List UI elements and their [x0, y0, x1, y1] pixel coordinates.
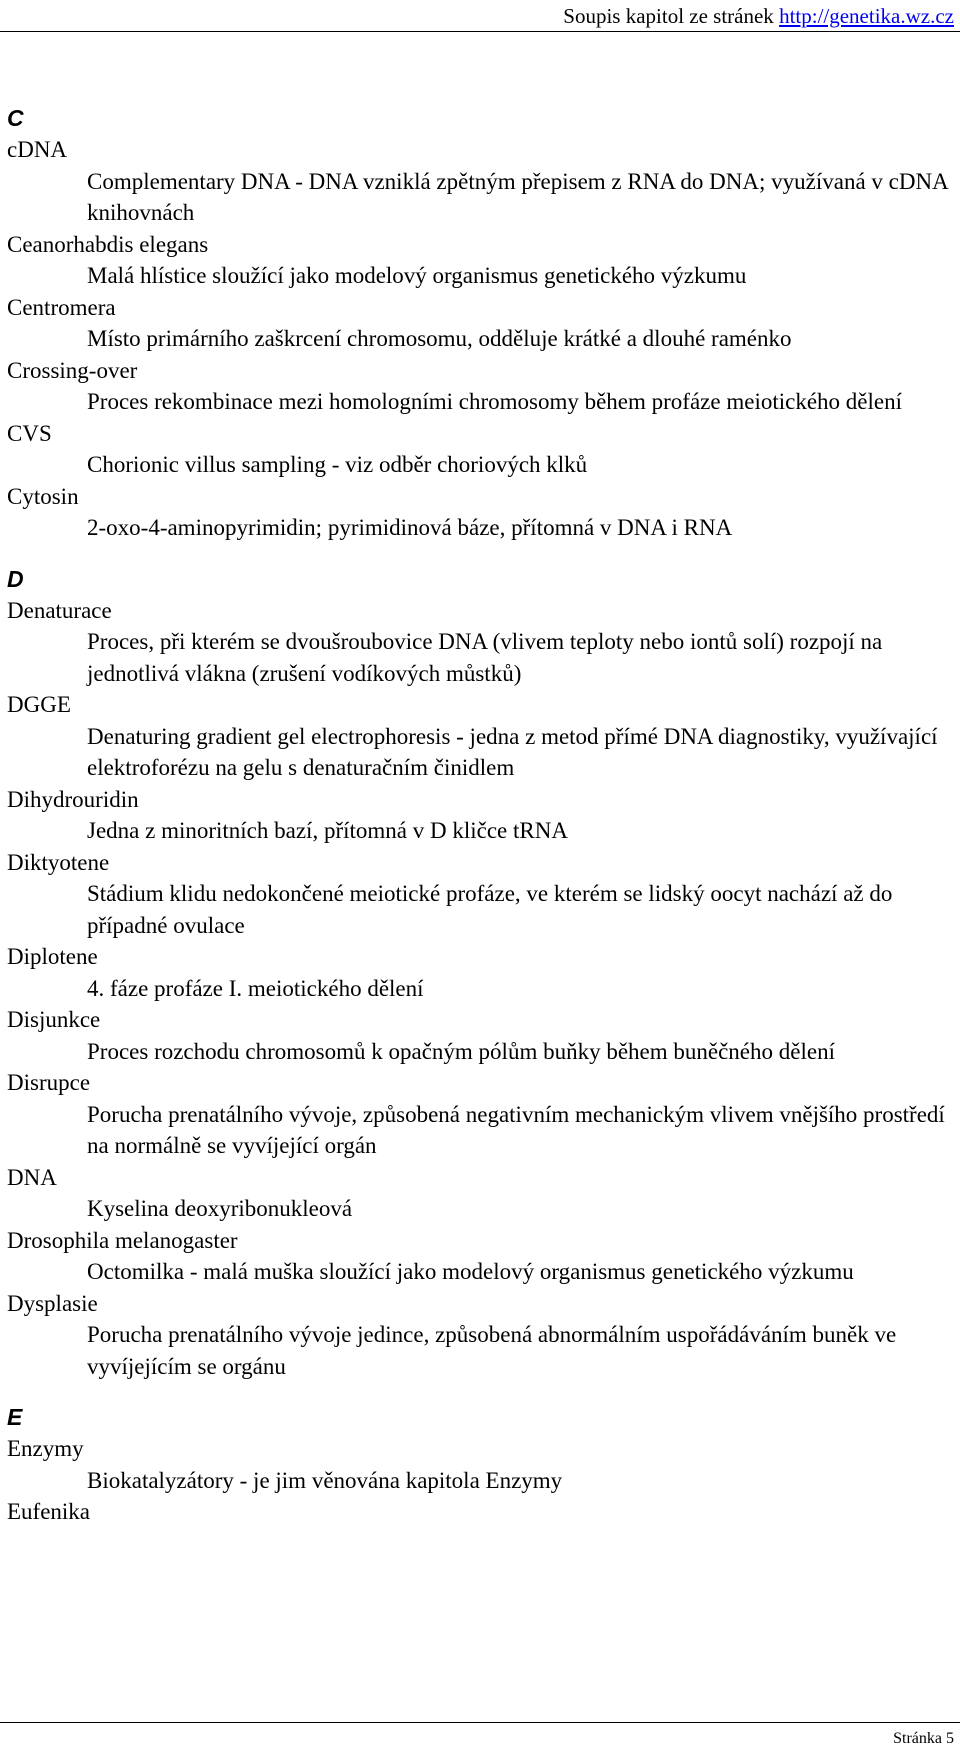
- header-title: Soupis kapitol ze stránek: [563, 4, 774, 28]
- glossary-term: Enzymy: [7, 1436, 84, 1461]
- glossary-term: Denaturace: [7, 597, 112, 623]
- glossary-definition: Biokatalyzátory - je jim věnována kapitola Enzymy: [87, 1467, 563, 1493]
- section-letter: E: [7, 1404, 23, 1430]
- glossary-definition: Porucha prenatálního vývoje jedince, způsobená abnormálním uspořádáváním buněk ve vyvíjejícím se orgánu: [87, 1322, 897, 1379]
- glossary-definition: Octomilka - malá muška sloužící jako modelový organismus genetického výzkumu: [87, 1259, 854, 1284]
- glossary-definition: Chorionic villus sampling - viz odběr choriových klků: [87, 452, 588, 477]
- glossary-definition: Complementary DNA - DNA vzniklá zpětným přepisem z RNA do DNA; využívaná v cDNA knihovnách: [87, 168, 948, 225]
- glossary-term: Dihydrouridin: [7, 786, 139, 812]
- glossary-definition: Jedna z minoritních bazí, přítomná v D kličce tRNA: [87, 818, 568, 843]
- header-divider: [0, 31, 960, 32]
- glossary-term: cDNA: [7, 137, 68, 162]
- glossary-definition: Malá hlístice sloužící jako modelový organismus genetického výzkumu: [87, 263, 747, 288]
- glossary-definition: Proces, při kterém se dvoušroubovice DNA (vlivem teploty nebo iontů solí) rozpojí na jednotlivá vlákna (zrušení vodíkových můstků): [87, 629, 883, 686]
- glossary-term: Diplotene: [7, 944, 98, 969]
- glossary-term: CVS: [7, 420, 52, 446]
- glossary-definition: Proces rozchodu chromosomů k opačným pólům buňky během buněčného dělení: [87, 1038, 835, 1064]
- glossary-definition: Místo primárního zaškrcení chromosomu, odděluje krátké a dlouhé raménko: [87, 326, 792, 351]
- glossary-term: Crossing-over: [7, 357, 138, 383]
- section-letter: D: [7, 565, 24, 592]
- glossary-content: [7, 103, 957, 1528]
- glossary-section: [7, 103, 957, 544]
- glossary-definition: Denaturing gradient gel electrophoresis - jedna z metod přímé DNA diagnostiky, využívající elektroforézu na gelu s denaturačním činidlem: [87, 723, 938, 780]
- glossary-definition: 4. fáze profáze I. meiotického dělení: [87, 975, 424, 1001]
- glossary-term: Drosophila melanogaster: [7, 1227, 238, 1253]
- page-number: Stránka 5: [893, 1730, 954, 1747]
- glossary-term: Disjunkce: [7, 1007, 101, 1032]
- glossary-definition: Porucha prenatálního vývoje, způsobená negativním mechanickým vlivem vnějšího prostředí na normálně se vyvíjející orgán: [87, 1101, 945, 1158]
- section-letter: C: [7, 105, 24, 131]
- glossary-definition: Stádium klidu nedokončené meiotické profáze, ve kterém se lidský oocyt nachází až do případné ovulace: [87, 881, 893, 938]
- glossary-term: DGGE: [7, 692, 71, 717]
- glossary-section: [7, 564, 957, 1383]
- glossary-term: Dysplasie: [7, 1290, 98, 1316]
- glossary-term: Disrupce: [7, 1070, 91, 1095]
- glossary-section: [7, 1402, 957, 1528]
- glossary-term: Cytosin: [7, 483, 79, 509]
- glossary-definition: Proces rekombinace mezi homologními chromosomy během profáze meiotického dělení: [87, 389, 902, 414]
- glossary-definition: Kyselina deoxyribonukleová: [87, 1196, 353, 1221]
- header-link[interactable]: http://genetika.wz.cz: [779, 4, 954, 28]
- footer-divider: [0, 1722, 960, 1723]
- glossary-term: Diktyotene: [7, 849, 110, 875]
- page-header: [0, 0, 960, 34]
- glossary-definition: 2-oxo-4-aminopyrimidin; pyrimidinová báze, přítomná v DNA i RNA: [87, 515, 733, 540]
- glossary-term: DNA: [7, 1164, 57, 1190]
- glossary-term: Ceanorhabdis elegans: [7, 231, 209, 257]
- glossary-term: Eufenika: [7, 1499, 91, 1524]
- glossary-term: Centromera: [7, 294, 116, 320]
- header-text: [563, 4, 954, 29]
